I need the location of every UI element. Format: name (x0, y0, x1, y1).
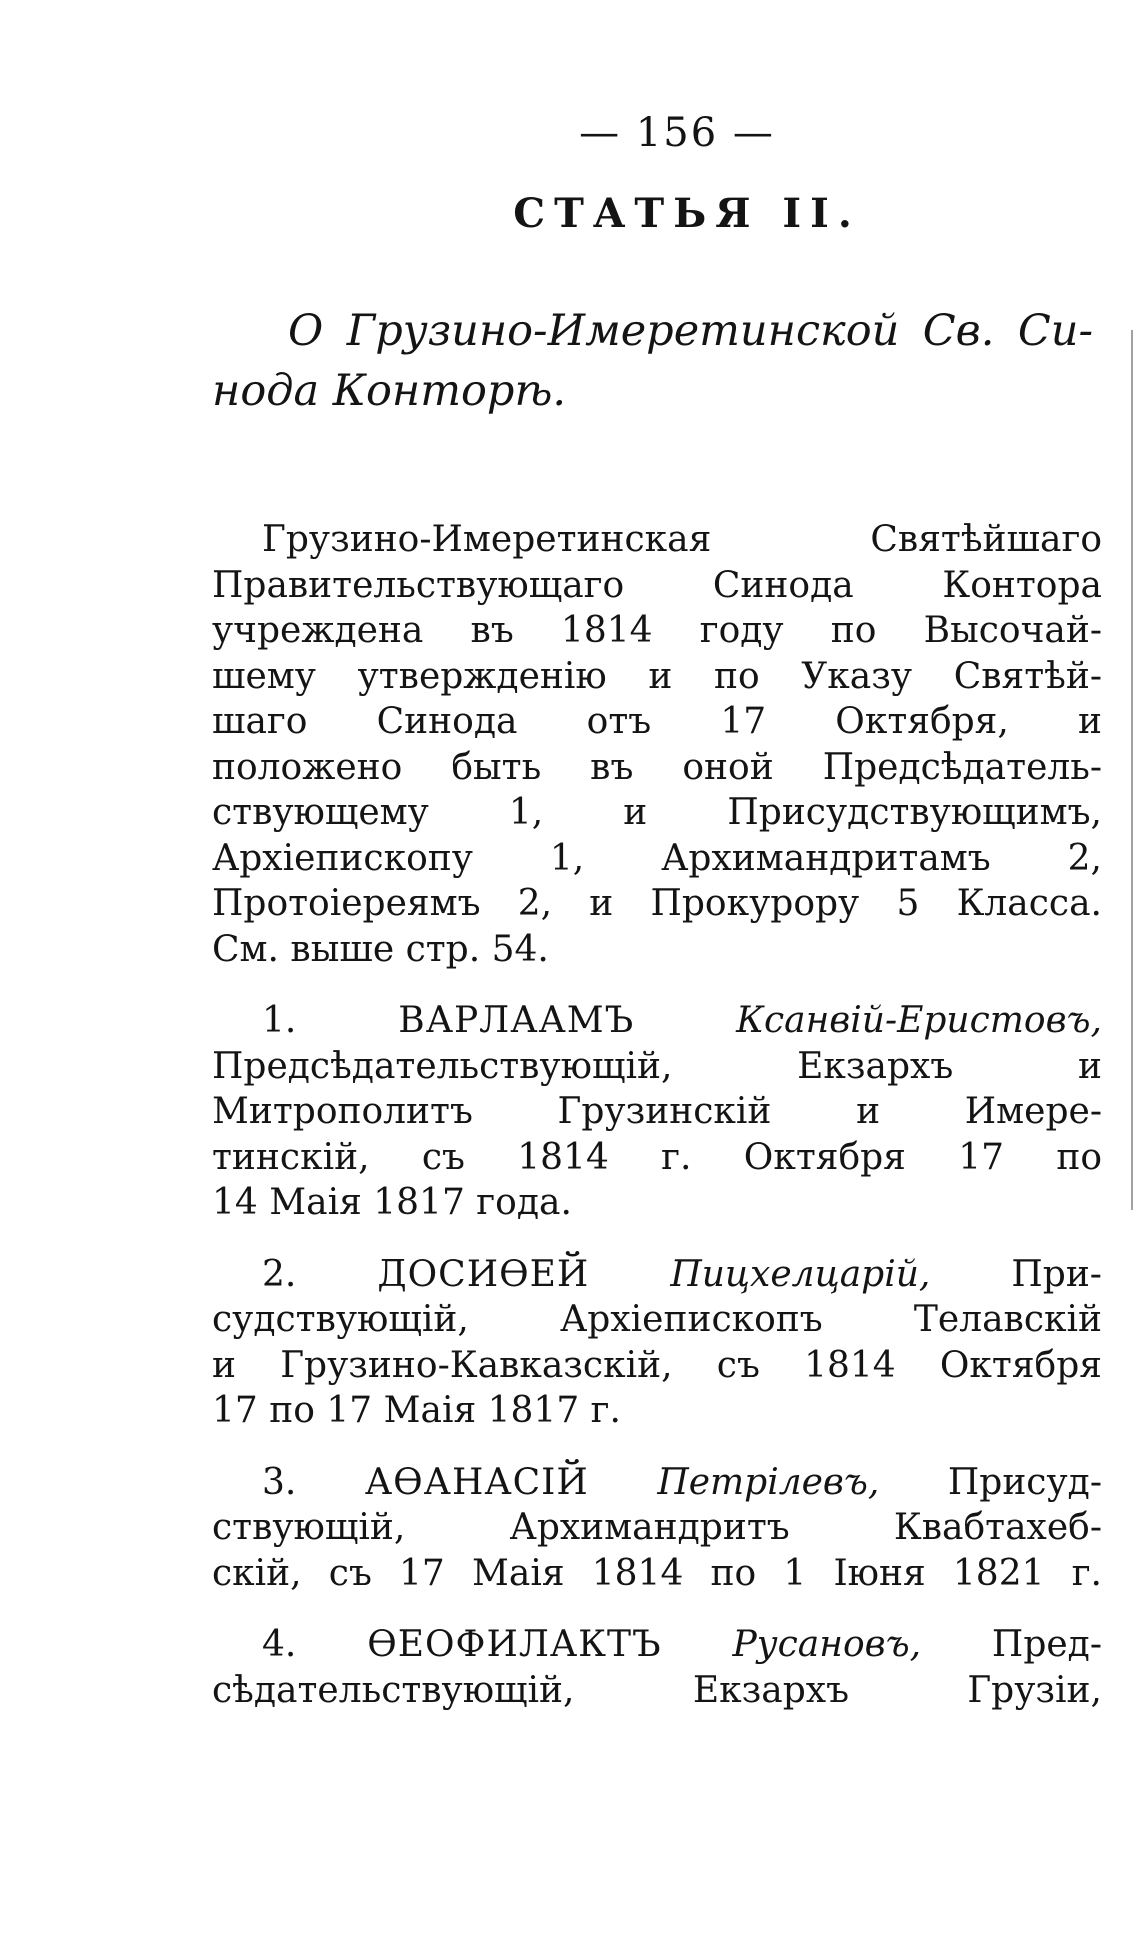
entry-number: 1. (262, 1000, 297, 1041)
article-title: СТАТЬЯ II. (513, 190, 861, 237)
entry-2 (212, 1252, 1102, 1434)
paragraph-line: Протоiереямъ 2, и Прокурору 5 Класса. (212, 883, 1102, 924)
entry-line: 17 по 17 Маiя 1817 г. (212, 1390, 621, 1431)
entry-line: Предсѣдательствующiй, Екзархъ и (212, 1045, 1102, 1087)
book-page (212, 110, 1102, 1713)
paragraph-line: См. выше стр. 54. (212, 928, 549, 970)
subtitle-line: О Грузино-Имеретинской Св. Си- (288, 306, 1093, 356)
entry-number: 2. (262, 1253, 297, 1295)
entry-first-line (212, 1460, 1102, 1506)
entry-first-line (212, 1622, 1102, 1668)
entry-line: 14 Маiя 1817 года. (212, 1182, 572, 1223)
paragraph-line: шаго Синода отъ 17 Октября, и (212, 701, 1102, 742)
entry-name: ѲЕОФИЛАКТЪ (367, 1624, 662, 1665)
paragraph-line: шему утвержденiю и по Указу Святѣй- (212, 655, 1102, 697)
entry-surname: Петрiлевъ, (657, 1461, 880, 1503)
entry-number: 4. (262, 1624, 297, 1665)
entry-first-line (212, 1252, 1102, 1298)
entry-text: Пред- (991, 1624, 1102, 1665)
entry-number: 3. (262, 1461, 297, 1503)
intro-paragraph (212, 517, 1102, 972)
paragraph-line: учреждена въ 1814 году по Высочай- (212, 610, 1102, 651)
entry-1 (212, 998, 1102, 1226)
entry-text: При- (1011, 1253, 1102, 1295)
paragraph-line: Правительствующаго Синода Контора (212, 564, 1102, 606)
entry-text: Присуд- (947, 1461, 1102, 1503)
entry-line: Митрополитъ Грузинскiй и Имере- (212, 1091, 1102, 1132)
entry-line: ствующiй, Архимандритъ Квабтахеб- (212, 1507, 1102, 1548)
entry-name: ДОСИѲЕЙ (377, 1253, 590, 1295)
paragraph-line: Архiепископу 1, Архимандритамъ 2, (212, 837, 1102, 879)
entry-3 (212, 1460, 1102, 1597)
entry-line: и Грузино-Кавказскiй, съ 1814 Октября (212, 1344, 1102, 1386)
subtitle-line: нода Конторѣ. (212, 366, 567, 416)
article-subtitle (212, 301, 1093, 421)
entry-line: тинскiй, съ 1814 г. Октября 17 по (212, 1136, 1102, 1178)
paragraph-line: Грузино-Имеретинская Святѣйшаго (262, 519, 1102, 560)
entry-surname: Ксанвiй-Еристовъ, (736, 1000, 1102, 1041)
entry-surname: Русановъ, (732, 1624, 922, 1665)
entry-line: судствующiй, Архiепископъ Телавскiй (212, 1299, 1102, 1340)
entry-name: АѲАНАСIЙ (364, 1461, 589, 1503)
entry-surname: Пицхелцарiй, (670, 1253, 931, 1295)
page-number: — 156 — (579, 110, 775, 156)
entry-line: скiй, съ 17 Маiя 1814 по 1 Iюня 1821 г. (212, 1552, 1102, 1594)
entry-4 (212, 1622, 1102, 1713)
entry-first-line (212, 998, 1102, 1044)
paragraph-line: ствующему 1, и Присудствующимъ, (212, 792, 1102, 833)
page-edge-rule (1131, 330, 1133, 1210)
paragraph-line: положено быть въ оной Предсѣдатель- (212, 746, 1102, 788)
entry-line: сѣдательствующiй, Екзархъ Грузiи, (212, 1669, 1102, 1711)
entry-name: ВАРЛААМЪ (398, 1000, 635, 1041)
